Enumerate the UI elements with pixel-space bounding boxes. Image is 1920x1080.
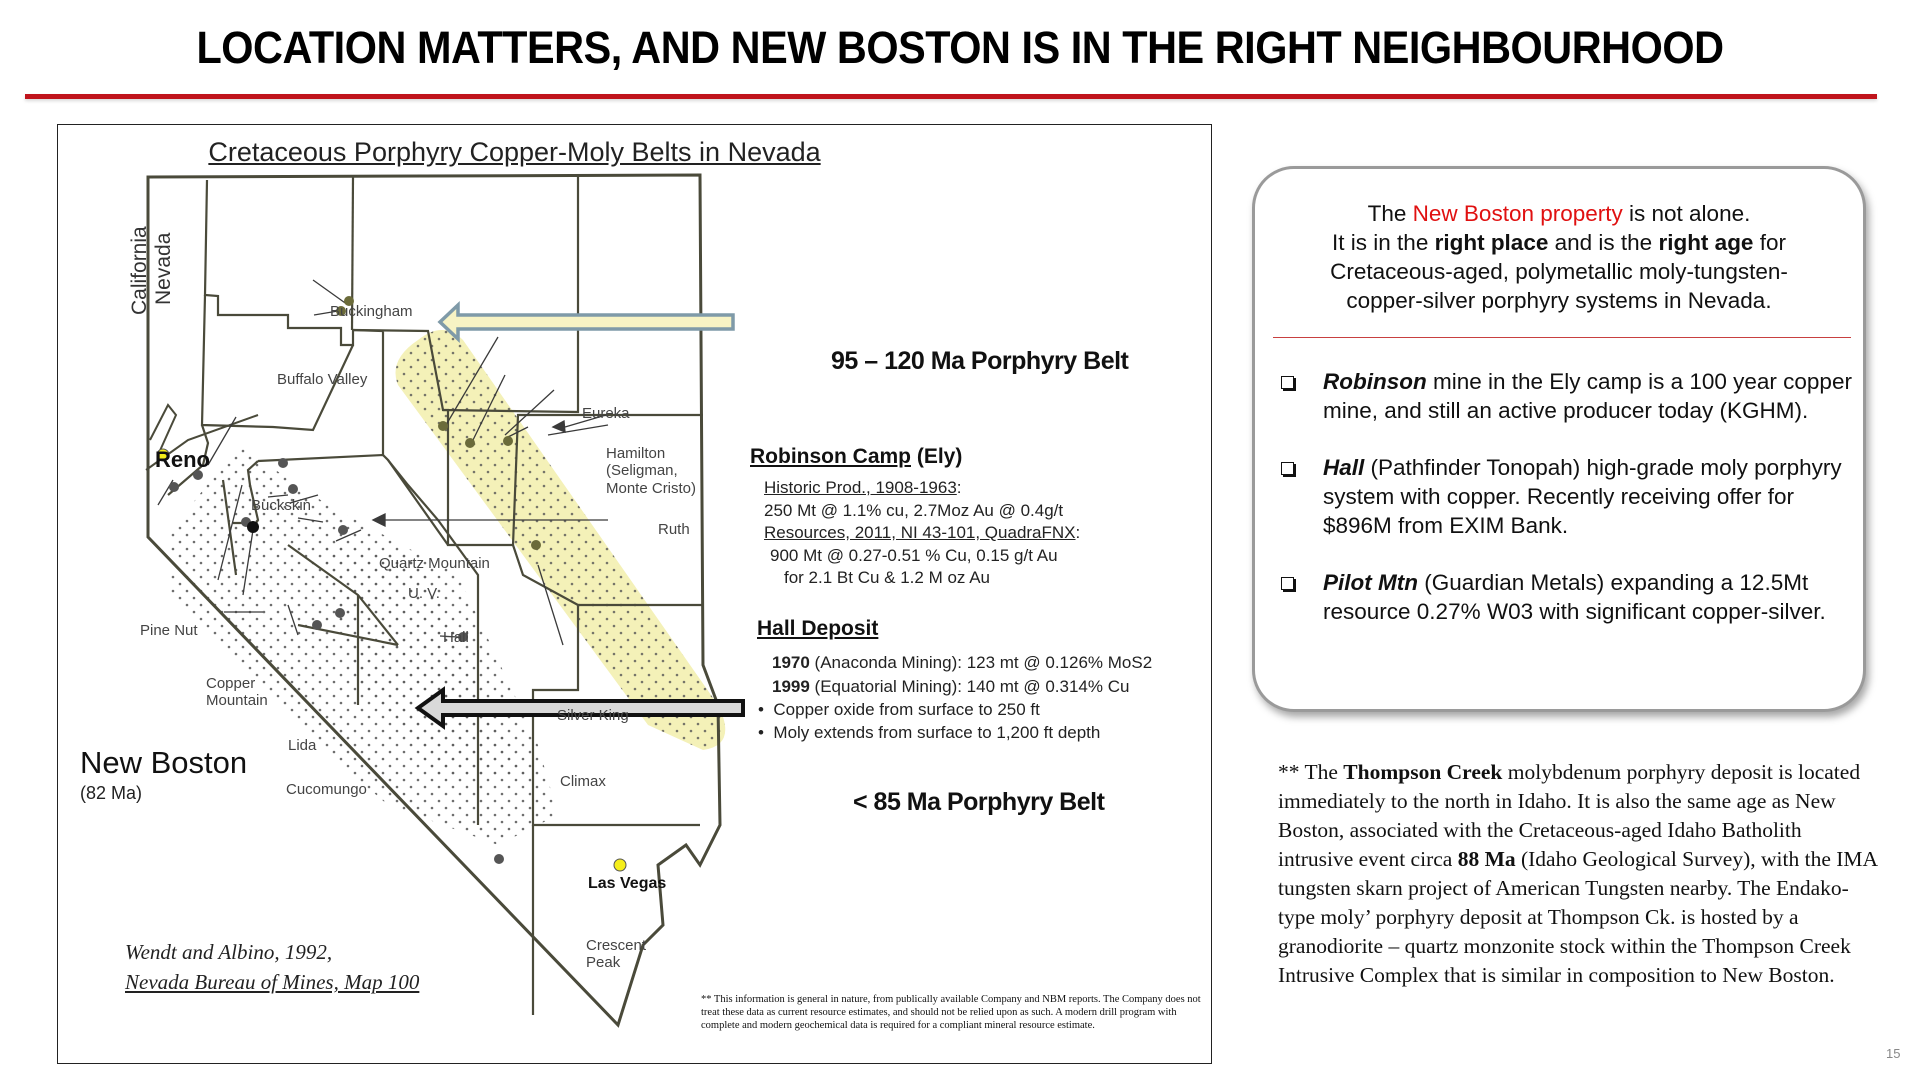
quartz-mountain-label: Quartz Mountain bbox=[379, 555, 490, 572]
cucomungo-label: Cucomungo bbox=[286, 781, 367, 798]
reno-label: Reno bbox=[155, 447, 210, 472]
uv-label: U. V. bbox=[408, 585, 440, 602]
checkbox-bullet-icon bbox=[1281, 577, 1294, 590]
lida-label: Lida bbox=[288, 737, 317, 754]
page-number: 15 bbox=[1886, 1046, 1901, 1061]
hall-deposit-heading: Hall Deposit bbox=[757, 617, 879, 640]
hall-label: Hall bbox=[443, 629, 469, 646]
map-graphic bbox=[58, 125, 1211, 1063]
ruth-label: Ruth bbox=[658, 521, 690, 538]
hall-bullet-2: • Moly extends from surface to 1,200 ft depth bbox=[758, 723, 1101, 742]
callout-divider bbox=[1273, 337, 1851, 338]
bullet-hall: Hall (Pathfinder Tonopah) high-grade moly porphyry system with copper. Recently receiving offer for $896M from EXIM Bank. bbox=[1273, 453, 1853, 540]
hall-bullet-1: • Copper oxide from surface to 250 ft bbox=[758, 700, 1040, 719]
callout-box bbox=[1252, 166, 1866, 712]
slide-title: LOCATION MATTERS, AND NEW BOSTON IS IN THE RIGHT NEIGHBOURHOOD bbox=[196, 22, 1724, 73]
title-divider bbox=[25, 94, 1877, 99]
new-boston-label: New Boston bbox=[80, 745, 248, 780]
hamilton-label: Hamilton (Seligman, Monte Cristo) bbox=[606, 445, 697, 497]
checkbox-bullet-icon bbox=[1281, 376, 1294, 389]
new-boston-age: (82 Ma) bbox=[80, 783, 143, 803]
california-label: California bbox=[128, 226, 151, 315]
hall-line-1999: 1999 (Equatorial Mining): 140 mt @ 0.314% Cu bbox=[772, 677, 1130, 696]
map-citation: Wendt and Albino, 1992, Nevada Bureau of Mines, Map 100 bbox=[125, 940, 420, 994]
robinson-historic-label: Historic Prod., 1908-1963: bbox=[764, 478, 962, 497]
lower-belt-label: < 85 Ma Porphyry Belt bbox=[853, 788, 1105, 816]
checkbox-bullet-icon bbox=[1281, 462, 1294, 475]
map-disclaimer: ** This information is general in nature, from publically available Company and NBM reports. The Company does not treat these data as current resource estimates, and should not be relied upon as such. A modern drill program with complete and modern geochemical data is required for a compliant mineral resource estimate. bbox=[701, 994, 1201, 1031]
buckskin-label: Buckskin bbox=[251, 497, 312, 514]
hall-line-1970: 1970 (Anaconda Mining): 123 mt @ 0.126% MoS2 bbox=[772, 653, 1153, 672]
crescent-peak-label: Crescent Peak bbox=[586, 937, 647, 972]
callout-lead: The New Boston property is not alone. It is in the right place and is the right age for Cretaceous-aged, polymetallic moly-tungsten- copper-silver porphyry systems in Nevada. bbox=[1330, 201, 1788, 313]
new-boston-highlight: New Boston property bbox=[1412, 201, 1623, 226]
nevada-porphyry-map bbox=[57, 124, 1212, 1064]
eureka-label: Eureka bbox=[582, 405, 630, 422]
robinson-resources-label: Resources, 2011, NI 43-101, QuadraFNX: bbox=[764, 523, 1081, 542]
upper-belt-label: 95 – 120 Ma Porphyry Belt bbox=[831, 347, 1129, 375]
buckingham-label: Buckingham bbox=[330, 303, 413, 320]
silver-king-label: Silver King bbox=[557, 707, 629, 724]
climax-label: Climax bbox=[560, 773, 606, 790]
bullet-pilot-mtn: Pilot Mtn (Guardian Metals) expanding a 12.5Mt resource 0.27% W03 with significant copper-silver. bbox=[1273, 568, 1853, 626]
copper-mountain-label: Copper Mountain bbox=[206, 675, 268, 710]
bullet-robinson: Robinson mine in the Ely camp is a 100 year copper mine, and still an active producer today (KGHM). bbox=[1273, 367, 1853, 425]
robinson-resources-value-2: for 2.1 Bt Cu & 1.2 M oz Au bbox=[784, 568, 990, 587]
robinson-heading: Robinson Camp (Ely) bbox=[750, 445, 963, 468]
robinson-resources-value-1: 900 Mt @ 0.27-0.51 % Cu, 0.15 g/t Au bbox=[770, 546, 1058, 565]
robinson-historic-value: 250 Mt @ 1.1% cu, 2.7Moz Au @ 0.4g/t bbox=[764, 501, 1064, 520]
nevada-label: Nevada bbox=[152, 232, 175, 305]
buffalo-valley-label: Buffalo Valley bbox=[277, 371, 368, 388]
map-title: Cretaceous Porphyry Copper-Moly Belts in Nevada bbox=[208, 137, 821, 167]
las-vegas-label: Las Vegas bbox=[588, 875, 667, 892]
callout-bullets bbox=[1273, 367, 1853, 654]
pine-nut-label: Pine Nut bbox=[140, 622, 198, 639]
thompson-creek-note: ** The Thompson Creek molybdenum porphyry deposit is located immediately to the north in Idaho. It is also the same age as New Boston, associated with the Cretaceous-aged Idaho Batholith intrusive event circa 88 Ma (Idaho Geological Survey), with the IMA tungsten skarn project of American Tungsten nearby. The Endako-type moly’ porphyry deposit at Thompson Ck. is hosted by a granodiorite – quartz monzonite stock within the Thompson Creek Intrusive Complex that is similar in composition to New Boston. bbox=[1278, 760, 1877, 987]
